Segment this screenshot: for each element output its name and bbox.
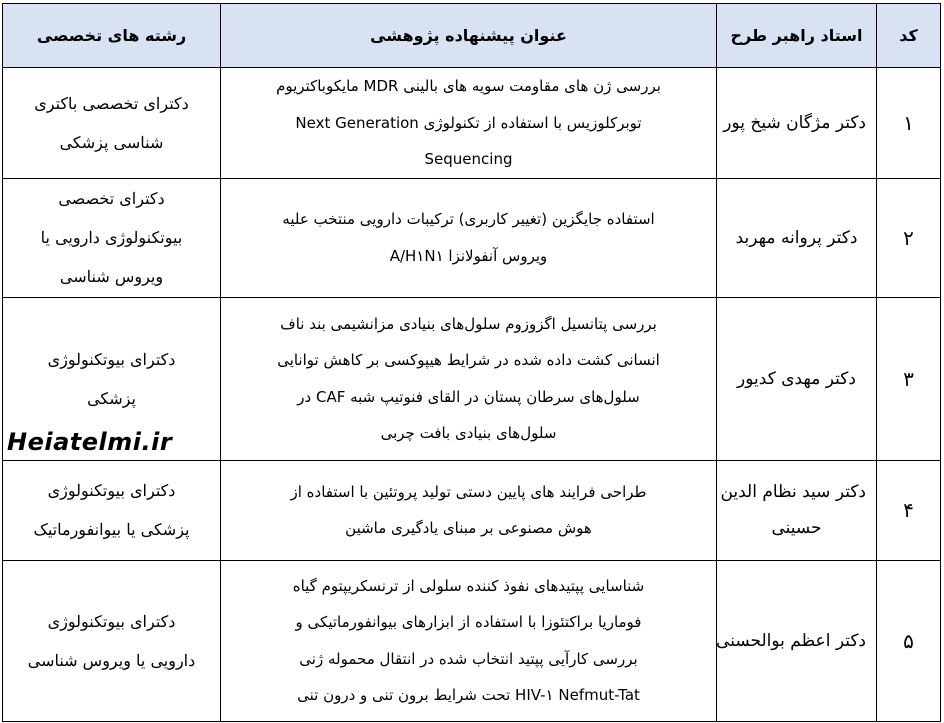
title-line: انسانی کشت داده شده در شرایط هیپوکسی بر کاهش توانایی — [277, 351, 660, 369]
advisor-line: دکتر سید نظام الدین — [720, 482, 866, 502]
table-row — [3, 297, 941, 460]
row-code: ۴ — [877, 460, 941, 560]
row-field — [3, 68, 221, 179]
advisor-line: دکتر مژگان شیخ پور — [723, 112, 866, 133]
proposals-table — [2, 3, 941, 722]
title-line: HIV-۱ Nefmut-Tat تحت شرایط برون تنی و درون تنی — [297, 686, 640, 704]
row-code: ۵ — [877, 560, 941, 721]
advisor-line: دکتر مهدی کدیور — [737, 368, 856, 389]
title-line: توبرکلوزیس با استفاده از تکنولوژی Next Generation — [295, 113, 642, 132]
field-line: دارویی یا ویروس شناسی — [27, 650, 196, 670]
field-line: دکترای تخصصی باکتری — [34, 93, 189, 113]
field-line: پزشکی یا بیوانفورماتیک — [33, 520, 190, 539]
row-code: ۱ — [877, 68, 941, 179]
row-title — [221, 460, 717, 560]
row-advisor — [717, 178, 877, 297]
field-line: بیوتکنولوژی دارویی یا — [40, 228, 183, 247]
header-code: کد — [877, 4, 941, 68]
header-row — [3, 4, 941, 68]
header-advisor: استاد راهبر طرح — [717, 4, 877, 68]
row-advisor — [717, 68, 877, 179]
row-title — [221, 68, 717, 179]
table-row — [3, 68, 941, 179]
field-line: شناسی پزشکی — [59, 132, 164, 152]
row-field — [3, 460, 221, 560]
title-line: فوماریا براکتئوزا با استفاده از ابزارهای بیوانفورماتیکی و — [295, 613, 642, 631]
row-advisor — [717, 297, 877, 460]
row-title — [221, 178, 717, 297]
table-row — [3, 460, 941, 560]
field-line: دکترای بیوتکنولوژی — [47, 481, 176, 500]
title-line: طراحی فرایند های پایین دستی تولید پروتئین با استفاده از — [290, 482, 647, 501]
title-line: Sequencing — [424, 150, 513, 168]
row-field — [3, 178, 221, 297]
field-line: دکترای بیوتکنولوژی — [47, 611, 176, 631]
row-field — [3, 560, 221, 721]
advisor-line: دکتر پروانه مهربد — [735, 227, 858, 248]
row-title — [221, 297, 717, 460]
title-line: ویروس آنفولانزا A/H۱N۱ — [389, 246, 548, 265]
field-line: ویروس شناسی — [59, 267, 164, 286]
header-title: عنوان پیشنهاده پژوهشی — [221, 4, 717, 68]
row-code: ۳ — [877, 297, 941, 460]
title-line: بررسی کارآیی پپتید انتخاب شده در انتقال محموله ژنی — [299, 649, 638, 668]
table-body — [3, 68, 941, 722]
table-header — [3, 4, 941, 68]
row-title — [221, 560, 717, 721]
field-line: پزشکی — [87, 388, 136, 408]
title-line: شناسایی پپتیدهای نفوذ کننده سلولی از ترنسکریپتوم گیاه — [292, 576, 645, 595]
field-line: دکترای تخصصی — [58, 189, 165, 208]
row-code: ۲ — [877, 178, 941, 297]
row-advisor — [717, 460, 877, 560]
proposals-table-wrapper — [2, 3, 940, 722]
title-line: سلول‌های بنیادی بافت چربی — [380, 424, 557, 442]
site-watermark: Heiatelmi.ir — [7, 427, 173, 456]
title-line: سلول‌های سرطان پستان در القای فنوتیپ شبه CAF در — [297, 387, 640, 406]
field-line: دکترای بیوتکنولوژی — [47, 349, 176, 369]
row-field — [3, 297, 221, 460]
title-line: هوش مصنوعی بر مبنای یادگیری ماشین — [345, 519, 592, 537]
advisor-line: دکتر اعظم بوالحسنی — [716, 630, 866, 651]
title-line: استفاده جایگزین (تغییر کاربری) ترکیبات دارویی منتخب علیه — [282, 210, 655, 228]
title-line: بررسی ژن های مقاومت سویه های بالینی MDR مایکوباکتریوم — [276, 77, 661, 95]
advisor-line: حسینی — [771, 518, 822, 538]
title-line: بررسی پتانسیل اگزوزوم سلول‌های بنیادی مزانشیمی بند ناف — [280, 314, 657, 333]
table-row — [3, 178, 941, 297]
table-row — [3, 560, 941, 721]
header-field: رشته های تخصصی — [3, 4, 221, 68]
row-advisor — [717, 560, 877, 721]
